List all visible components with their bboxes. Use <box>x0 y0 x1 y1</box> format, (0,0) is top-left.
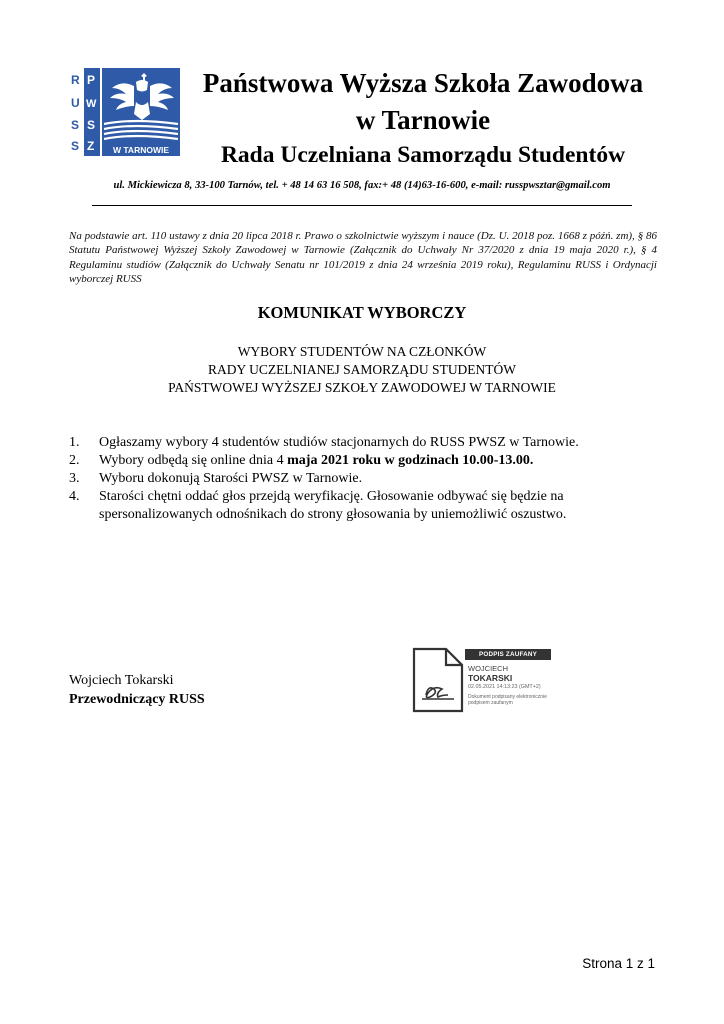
list-item <box>69 488 659 524</box>
list-text <box>99 452 659 470</box>
list-item <box>69 434 659 452</box>
logo-letter-s: S <box>87 118 96 132</box>
stamp-note: Dokument podpisany elektronicznie podpisem zaufanym <box>468 694 547 706</box>
eagle-logo-icon <box>64 66 182 158</box>
institution-title: Państwowa Wyższa Szkoła Zawodowa <box>202 68 644 98</box>
signed-document-icon <box>412 647 464 713</box>
election-date: maja 2021 roku w godzinach 10.00-13.00. <box>287 453 534 468</box>
list-number: 2. <box>69 453 80 468</box>
trusted-signature-badge: PODPIS ZAUFANY <box>465 649 551 660</box>
page-number: Strona 1 z 1 <box>582 956 655 971</box>
logo-letter-z: Z <box>87 139 95 153</box>
announcement-points <box>69 434 659 524</box>
announcement-heading: KOMUNIKAT WYBORCZY <box>257 303 467 322</box>
header-divider <box>92 205 632 206</box>
list-text: Ogłaszamy wybory 4 studentów studiów stacjonarnych do RUSS PWSZ w Tarnowie. <box>99 435 579 450</box>
list-number: 1. <box>69 435 80 450</box>
announcement-subtitle-1: WYBORY STUDENTÓW NA CZŁONKÓW <box>237 344 487 359</box>
signer-name: Wojciech Tokarski <box>69 673 174 688</box>
list-text: Wyboru dokonują Starości PWSZ w Tarnowie. <box>99 471 363 486</box>
stamp-last-name: TOKARSKI <box>468 673 513 683</box>
trusted-signature-stamp <box>412 646 562 712</box>
logo-letter-r: R <box>71 73 80 87</box>
council-title: Rada Uczelniana Samorządu Studentów <box>220 142 626 168</box>
list-item <box>69 452 659 470</box>
logo-letter-w: W <box>86 98 97 110</box>
list-text-plain: Wybory odbędą się online dnia 4 <box>99 453 288 468</box>
institution-city: w Tarnowie <box>355 105 491 135</box>
signer-role: Przewodniczący RUSS <box>69 691 205 707</box>
logo-letter-p: P <box>87 73 96 87</box>
stamp-first-name: WOJCIECH <box>468 664 508 673</box>
announcement-subtitle-2: RADY UCZELNIANEJ SAMORZĄDU STUDENTÓW <box>207 362 517 377</box>
logo-letter-s2: S <box>71 139 80 153</box>
list-number: 4. <box>69 489 80 504</box>
list-text: Starości chętni oddać głos przejdą weryfikację. Głosowanie odbywać się będzie na spersonalizowanych odnośnikach do strony głosowania by uniemożliwić oszustwo. <box>99 489 567 522</box>
list-item <box>69 470 659 488</box>
signer-block <box>69 672 205 709</box>
contact-line: ul. Mickiewicza 8, 33-100 Tarnów, tel. + 48 14 63 16 508, fax:+ 48 (14)63-16-600, e-mail: russpwsztar@gmail.com <box>113 180 611 191</box>
logo-letter-u: U <box>71 96 80 110</box>
list-number: 3. <box>69 471 80 486</box>
logo-caption: W TARNOWIE <box>112 145 170 155</box>
announcement-subtitle-3: PAŃSTWOWEJ WYŻSZEJ SZKOŁY ZAWODOWEJ W TARNOWIE <box>168 380 556 395</box>
university-logo <box>64 66 182 158</box>
legal-basis: Na podstawie art. 110 ustawy z dnia 20 lipca 2018 r. Prawo o szkolnictwie wyższym i nauce (Dz. U. 2018 poz. 1668 z późń. zm), § 86 Statutu Państwowej Wyższej Szkoły Zawodowej w Tarnowie (Załącznik do Uchwały Nr 37/2020 z dnia 19 maja 2020 r.), § 4 Regulaminu studiów (Załącznik do Uchwały Senatu nr 101/2019 z dnia 24 września 2019 roku), Regulaminu RUSS i Ordynacji wyborczej RUSS <box>69 230 657 286</box>
logo-letter-s1: S <box>71 118 80 132</box>
stamp-date: 02.05.2021 14:13:23 (GMT+2) <box>468 684 541 690</box>
